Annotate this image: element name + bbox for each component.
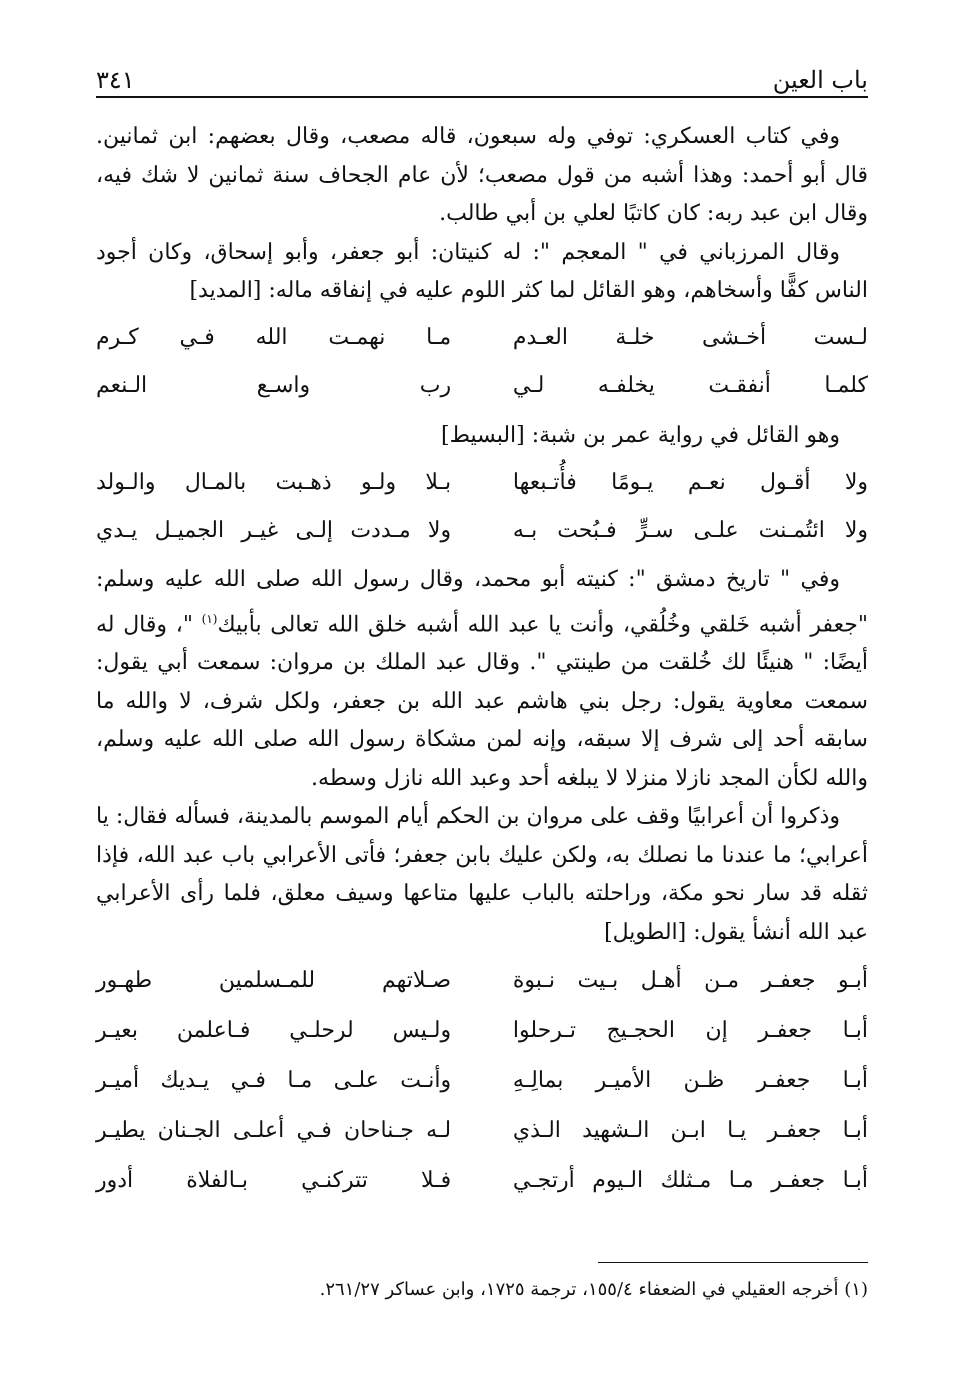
verse-first-hemistich: ولا أقـول نعـم يـومًا فأُتـبعها [512,469,868,495]
paragraph-5: وذكروا أن أعرابيًا وقف على مروان بن الحكم أيام الموسم بالمدينة، فسأله فقال: يا أعرابي؛ ما عندنا ما نصلك به، ولكن عليك بابن جعفر؛ فأتى الأعرابي باب عبد الله، فإذا ثقله قد سار نحو مكة، وراحلته بالباب عليها متاعها وسيف معلق، فلما رأى الأعرابي عبد الله أنشأ يقول: [الطويل] [96,804,868,945]
verse-line [96,459,868,507]
verse-line [96,507,868,555]
verse-line [96,1156,868,1206]
verse-line [96,363,868,411]
verse-second-hemistich: ولا مـددت إلـى غيـر الجميـل يـدي [96,517,452,543]
verse-first-hemistich: كلمـا أنفقـت يخلفـه لـي [512,373,868,399]
verse-first-hemistich: أبـو جعفـر مـن أهـل بـيت نـبوة [512,968,868,994]
verse-first-hemistich: أبـا جعفـر مـا مـثلك الـيوم أرتجـي [512,1168,868,1194]
verse-first-hemistich: أبـا جعفـر إن الحجـيج تـرحلوا [512,1018,868,1044]
verse-first-hemistich: لـست أخـشى خلـة العـدم [512,325,868,351]
verse-first-hemistich: أبـا جعفـر ظـن الأميـر بمالِـهِ [512,1068,868,1094]
verse-line [96,956,868,1006]
verse-second-hemistich: لـه جـناحان فـي أعلـى الجـنان يطيـر [96,1118,452,1144]
verse-line [96,315,868,363]
verse-line [96,1056,868,1106]
verse-second-hemistich: بـلا ولـو ذهـبت بالمـال والـولد [96,469,452,495]
paragraph-4-continuation: "، وقال له أيضًا: " هنيئًا لك خُلقت من طينتي ". وقال عبد الملك بن مروان: سمعت أبي يقول: سمعت معاوية يقول: رجل بني هاشم عبد الله بن جعفر، ولكل شرف، لا والله ما سابقه أحد إلى شرف إلا سبقه، وإنه لمن مشكاة رسول الله صلى الله عليه وسلم، والله لكأن المجد نازلا منزلا لا يبلغه أحد وعبد الله نازل وسطه. [96,611,868,791]
paragraph-2: وقال المرزباني في " المعجم ": له كنيتان: أبو جعفر، وأبو إسحاق، وكان أجود الناس كفًّا وأسخاهم، وهو القائل لما كثر اللوم عليه في إنفاقه ماله: [المديد] [96,239,868,303]
verse-first-hemistich: ولا ائتُمـنت علـى سـرٍّ فـبُحت بـه [512,517,868,543]
verse-second-hemistich: رب واسـع الـنعم [96,373,452,399]
footnote: (١) أخرجه العقيلي في الضعفاء ١٥٥/٤، ترجمة ١٧٢٥، وابن عساكر ٢٦١/٢٧. [319,1279,868,1300]
poem-basit [96,459,868,555]
verse-line [96,1106,868,1156]
paragraph-4 [96,561,868,798]
footnote-reference[interactable]: (١) [201,611,218,626]
page-body [96,118,868,1212]
page-number: ٣٤١ [96,66,135,94]
verse-second-hemistich: صـلاتهم للمـسلمين طهـور [96,968,452,994]
verse-second-hemistich: مـا نهمـت الله فـي كـرم [96,325,452,351]
paragraph-4-text: وفي " تاريخ دمشق ": كنيته أبو محمد، وقال رسول الله صلى الله عليه وسلم: "جعفر أشبه خَلقي وخُلُقي، وأنت يا عبد الله أشبه خلق الله تعالى بأبيك [96,567,868,637]
verse-second-hemistich: فـلا تتركنـي بـالفلاة أدور [96,1168,452,1194]
running-title: باب العين [772,66,868,94]
paragraph-1: وفي كتاب العسكري: توفي وله سبعون، قاله مصعب، وقال بعضهم: ابن ثمانين. قال أبو أحمد: وهذا أشبه من قول مصعب؛ لأن عام الجحاف سنة ثمانين لا شك فيه، وقال ابن عبد ربه: كان كاتبًا لعلي بن أبي طالب. [96,124,868,226]
verse-second-hemistich: وأنـت علـى مـا فـي يـديك أميـر [96,1068,452,1094]
paragraph-3: وهو القائل في رواية عمر بن شبة: [البسيط] [440,422,840,448]
verse-first-hemistich: أبـا جعفـر يـا ابـن الـشهيد الـذي [512,1118,868,1144]
poem-madid [96,315,868,411]
verse-second-hemistich: ولـيس لرحلـي فـاعلمن بعيـر [96,1018,452,1044]
page-header [96,58,868,98]
poem-tawil [96,956,868,1206]
verse-line [96,1006,868,1056]
footnote-divider [598,1262,868,1263]
